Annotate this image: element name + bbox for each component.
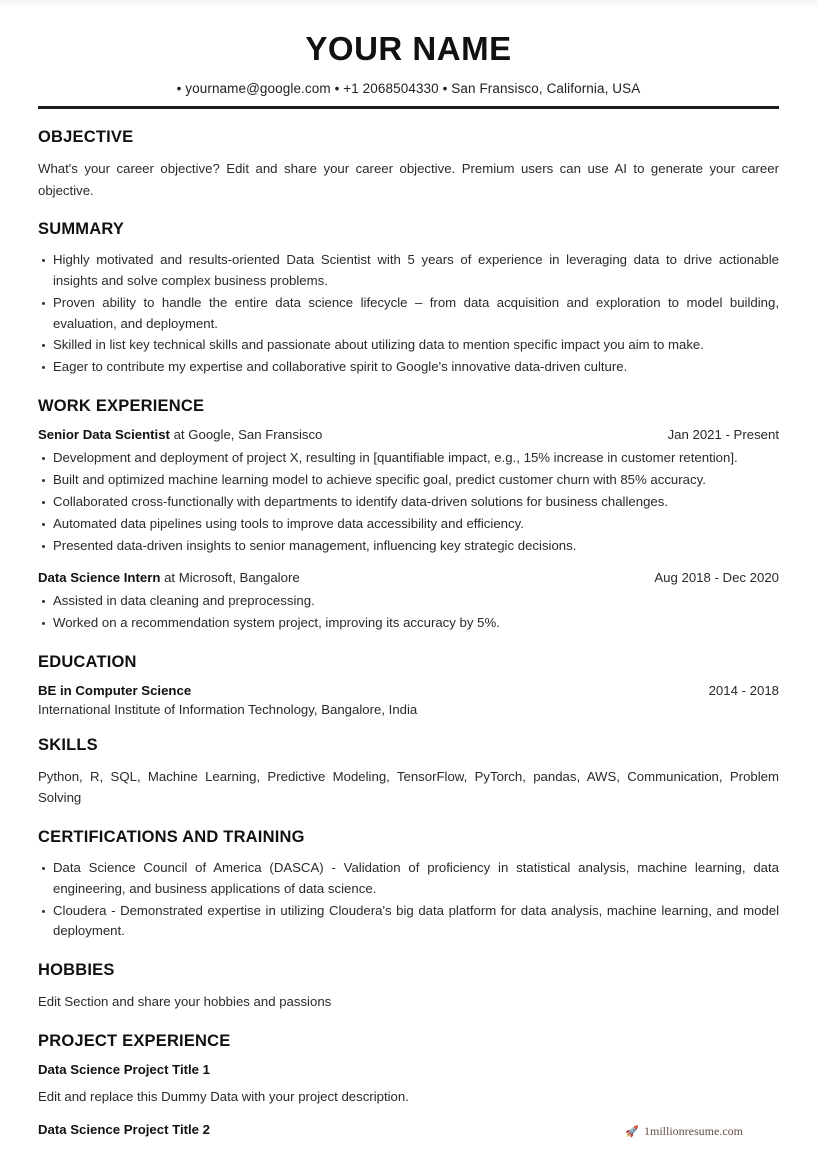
job-role: Data Science Intern [38,570,161,586]
project-title: Data Science Project Title 1 [38,1061,211,1077]
list-item: Assisted in data cleaning and preprocessing. [38,591,779,612]
project-title: Data Science Project Title 2 [38,1121,211,1137]
hobbies-text: Edit Section and share your hobbies and passions [38,994,332,1010]
education-entry-header [38,683,779,698]
summary-bullet-list [38,250,779,378]
work-entry-title-line [38,427,322,442]
header-divider [38,106,779,109]
job-organization: at Google, San Fransisco [169,427,323,443]
section-work-experience [38,397,779,634]
watermark-label: 1millionresume.com [644,1124,743,1138]
list-item: Cloudera - Demonstrated expertise in utilizing Cloudera's big data platform for data analysis, machine learning, and model deployment. [38,901,779,943]
education-institution: International Institute of Information Technology, Bangalore, India [38,702,418,718]
education-date: 2014 - 2018 [708,683,779,699]
section-heading-education: EDUCATION [38,653,137,672]
work-bullet-list [38,591,779,634]
rocket-icon: 🚀 [625,1126,640,1138]
work-bullet-list [38,448,779,556]
list-item: Built and optimized machine learning model to achieve specific goal, predict customer churn with 85% accuracy. [38,470,779,491]
page-top-band [0,0,817,8]
section-heading-summary: SUMMARY [38,220,125,239]
section-objective [38,128,779,201]
section-project-experience [38,1032,779,1137]
list-item: Presented data-driven insights to senior management, influencing key strategic decisions. [38,536,779,557]
section-heading-objective: OBJECTIVE [38,128,134,147]
objective-text: What's your career objective? Edit and share your career objective. Premium users can use AI to generate your career objective. [38,161,779,198]
list-item: Development and deployment of project X, resulting in [quantifiable impact, e.g., 15% increase in customer retention]. [38,448,779,469]
contact-line: • yourname@google.com • +1 2068504330 • San Fransisco, California, USA [176,81,641,97]
skills-text: Python, R, SQL, Machine Learning, Predictive Modeling, TensorFlow, PyTorch, pandas, AWS, Communication, Problem Solving [38,769,779,806]
list-item: Collaborated cross-functionally with departments to identify data-driven solutions for business challenges. [38,492,779,513]
list-item: Eager to contribute my expertise and collaborative spirit to Google's innovative data-driven culture. [38,357,779,378]
education-entry [38,683,779,717]
section-heading-hobbies: HOBBIES [38,961,115,980]
job-date: Aug 2018 - Dec 2020 [654,570,779,586]
work-entry-header [38,570,779,585]
work-entry-title-line [38,570,300,585]
entry-spacer [38,558,779,570]
list-item: Worked on a recommendation system project, improving its accuracy by 5%. [38,613,779,634]
list-item: Proven ability to handle the entire data science lifecycle – from data acquisition and exploration to model building, evaluation, and deployment. [38,293,779,335]
education-degree: BE in Computer Science [38,683,192,699]
section-heading-certifications: CERTIFICATIONS AND TRAINING [38,827,305,846]
section-hobbies [38,961,779,1012]
section-heading-project-experience: PROJECT EXPERIENCE [38,1031,231,1050]
project-description: Edit and replace this Dummy Data with your project description. [38,1088,409,1104]
section-summary [38,220,779,378]
job-organization: at Microsoft, Bangalore [160,570,300,586]
page-title: YOUR NAME [305,30,512,67]
job-date: Jan 2021 - Present [667,427,779,443]
resume-header [38,0,779,109]
watermark [625,1124,743,1139]
list-item: Automated data pipelines using tools to improve data accessibility and efficiency. [38,514,779,535]
section-certifications [38,828,779,942]
work-entry [38,570,779,634]
section-heading-work-experience: WORK EXPERIENCE [38,397,205,416]
section-education [38,653,779,717]
list-item: Skilled in list key technical skills and passionate about utilizing data to mention specific impact you aim to make. [38,335,779,356]
work-entry [38,427,779,556]
section-heading-skills: SKILLS [38,736,98,755]
work-entry-header [38,427,779,442]
section-skills [38,736,779,809]
job-role: Senior Data Scientist [38,427,170,443]
list-item: Data Science Council of America (DASCA) - Validation of proficiency in statistical analysis, machine learning, data engineering, and business applications of data science. [38,858,779,900]
certifications-bullet-list [38,858,779,942]
list-item: Highly motivated and results-oriented Data Scientist with 5 years of experience in leveraging data to drive actionable insights and solve complex business problems. [38,250,779,292]
